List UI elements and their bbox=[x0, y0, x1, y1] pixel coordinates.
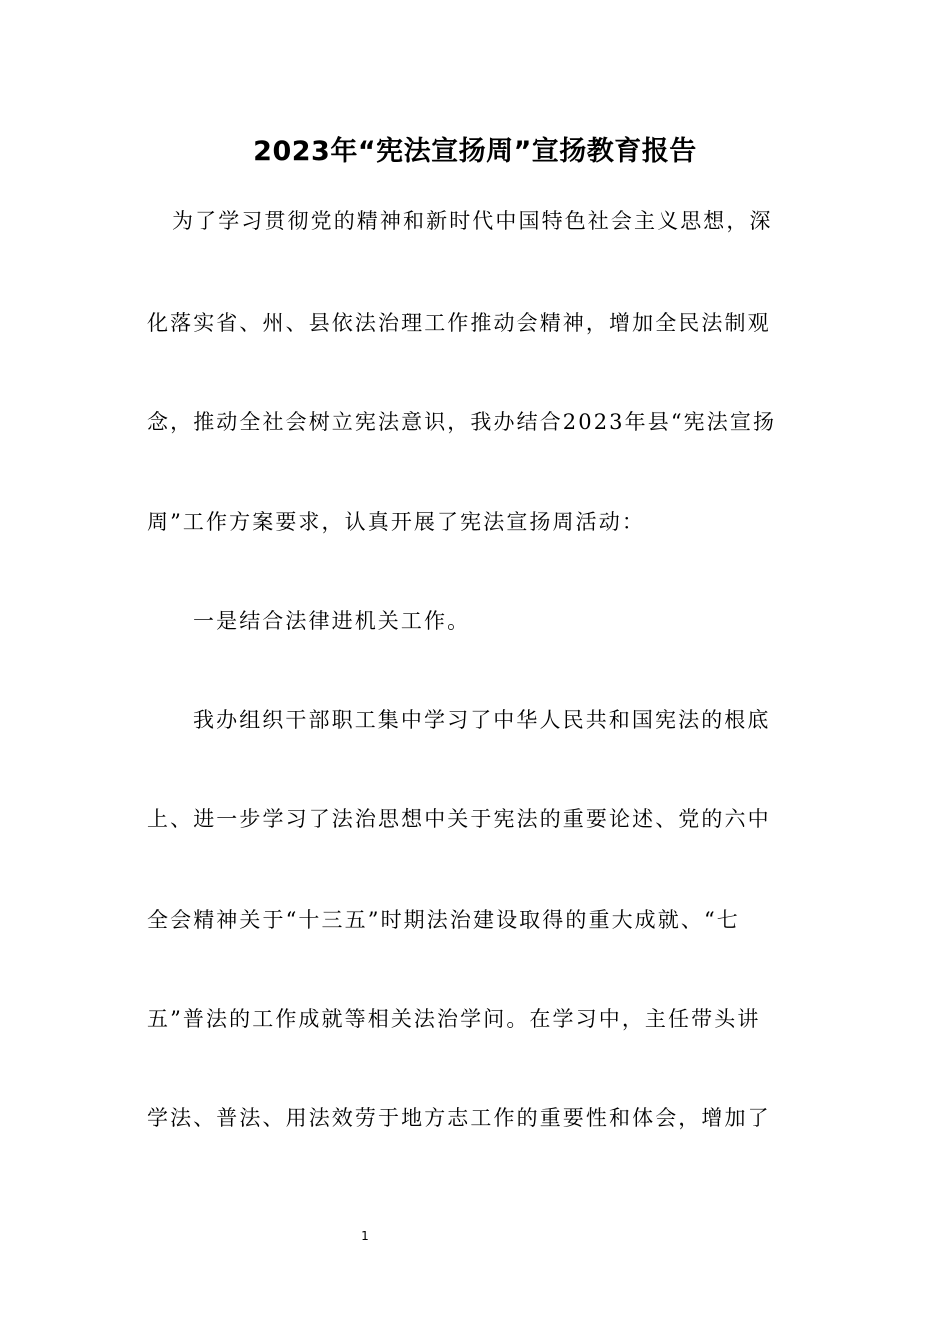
paragraph-line: 念，推动全社会树立宪法意识，我办结合2023年县“宪法宣扬 bbox=[147, 410, 777, 434]
section-heading: 一是结合法律进机关工作。 bbox=[193, 609, 471, 633]
paragraph-line: 为了学习贯彻党的精神和新时代中国特色社会主义思想，深 bbox=[172, 209, 773, 233]
page-number: 1 bbox=[361, 1229, 369, 1243]
paragraph-line: 学法、普法、用法效劳于地方志工作的重要性和体会，增加了 bbox=[147, 1106, 771, 1130]
document-title: 2023年“宪法宣扬周”宣扬教育报告 bbox=[253, 136, 697, 167]
paragraph-line: 周”工作方案要求，认真开展了宪法宣扬周活动： bbox=[147, 510, 645, 534]
paragraph-line: 五”普法的工作成就等相关法治学问。在学习中，主任带头讲 bbox=[147, 1007, 761, 1031]
paragraph-line: 我办组织干部职工集中学习了中华人民共和国宪法的根底 bbox=[193, 708, 771, 732]
paragraph-line: 全会精神关于“十三五”时期法治建设取得的重大成就、“七 bbox=[147, 908, 740, 932]
paragraph-line: 上、进一步学习了法治思想中关于宪法的重要论述、党的六中 bbox=[147, 807, 771, 831]
paragraph-line: 化落实省、州、县依法治理工作推动会精神，增加全民法制观 bbox=[147, 311, 771, 335]
